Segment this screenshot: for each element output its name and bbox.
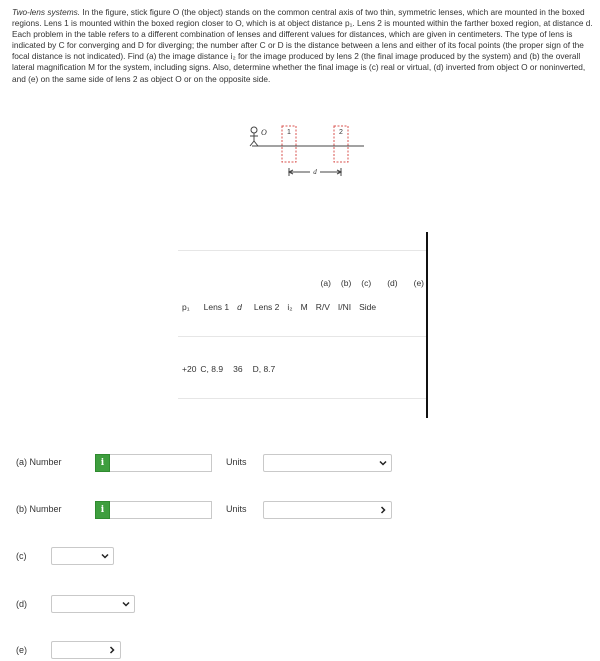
answer-d-label: (d) [16, 599, 27, 609]
row-cell: 36 [233, 364, 243, 374]
answer-c-select[interactable] [51, 547, 114, 565]
problem-statement [12, 7, 594, 85]
chevron-down-icon [379, 459, 387, 467]
answer-a-group [95, 454, 212, 472]
part-letter: (d) [387, 278, 398, 288]
lens-diagram [238, 120, 368, 178]
row-cell: +20 [182, 364, 197, 374]
info-icon[interactable]: i [95, 454, 110, 472]
row-cell: D, 8.7 [252, 364, 276, 374]
header-cell: Lens 1 [203, 302, 230, 312]
answer-b-units-label: Units [226, 504, 247, 514]
chevron-right-icon [108, 646, 116, 654]
lens-table [178, 250, 428, 400]
header-cell: I/NI [337, 302, 352, 312]
part-letter: (e) [413, 278, 424, 288]
distance-label: d [313, 168, 317, 176]
part-letter: (b) [340, 278, 352, 288]
lens-box-2-label: 2 [339, 129, 343, 136]
object-label: O [261, 128, 267, 137]
info-icon[interactable]: i [95, 501, 110, 519]
table-row [182, 364, 283, 374]
stick-figure-icon [250, 127, 258, 146]
table-divider [178, 398, 426, 399]
lens-box-1-label: 1 [287, 129, 291, 136]
answer-c-label: (c) [16, 551, 27, 561]
lens-figure [238, 120, 368, 178]
answer-d-select[interactable] [51, 595, 135, 613]
header-cell: Side [359, 302, 377, 312]
table-part-letters [311, 278, 424, 288]
answer-b-group [95, 501, 212, 519]
problem-lead: Two-lens systems. [12, 7, 81, 17]
header-cell: d [237, 302, 242, 312]
chevron-right-icon [379, 506, 387, 514]
answer-e-label: (e) [16, 645, 27, 655]
table-header-row [182, 302, 384, 312]
table-border [426, 232, 428, 418]
chevron-down-icon [122, 600, 130, 608]
answer-a-units-select[interactable] [263, 454, 392, 472]
header-cell: p₁ [182, 302, 190, 312]
header-cell: M [300, 302, 308, 312]
part-letter: (c) [361, 278, 372, 288]
header-cell: Lens 2 [253, 302, 280, 312]
answer-a-units-label: Units [226, 457, 247, 467]
answer-b-number-input[interactable] [110, 501, 212, 519]
part-letter: (a) [320, 278, 331, 288]
chevron-down-icon [101, 552, 109, 560]
problem-text: In the figure, stick figure O (the object) stands on the common central axis of two thin, symmetric lenses, which are mounted in the boxed regions. Lens 1 is mounted within the boxed region closer to O, which is at object distance p₁. Lens 2 is mounted within the farther boxed region, at distance d. Each problem in the table refers to a different combination of lenses and different values for distances, which are given in centimeters. The type of lens is indicated by C for converging and D for diverging; the number after C or D is the distance between a lens and either of its focal points (the proper sign of the focal distance is not indicated). Find (a) the image distance i₂ for the image produced by lens 2 (the final image produced by the system) and (b) the overall lateral magnification M for the system, including signs. Also, determine whether the final image is (c) real or virtual, (d) inverted from object O or noninverted, and (e) on the same side of lens 2 as object O or on the opposite side. [12, 7, 593, 84]
table-divider [178, 250, 426, 251]
answer-a-number-input[interactable] [110, 454, 212, 472]
header-cell: R/V [315, 302, 330, 312]
answer-b-units-select[interactable] [263, 501, 392, 519]
header-cell: i₂ [287, 302, 293, 312]
row-cell: C, 8.9 [200, 364, 224, 374]
table-divider [178, 336, 426, 337]
answer-e-select[interactable] [51, 641, 121, 659]
answer-a-label: (a) Number [16, 457, 62, 467]
answer-b-label: (b) Number [16, 504, 62, 514]
